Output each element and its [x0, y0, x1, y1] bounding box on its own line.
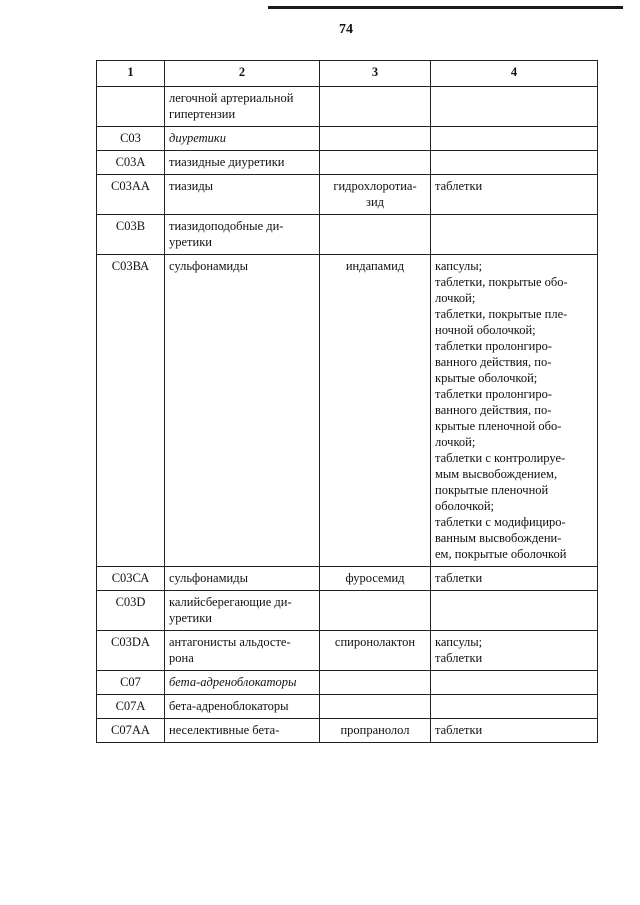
cell-line: мым высвобождением,: [435, 467, 558, 481]
inn-cell: [320, 255, 431, 567]
group-cell: [165, 215, 320, 255]
dosage-forms-cell: [431, 719, 598, 743]
table-row: [97, 87, 598, 127]
group-cell: [165, 719, 320, 743]
inn-cell: [320, 671, 431, 695]
table-row: [97, 127, 598, 151]
cell-line: спиронолактон: [334, 635, 416, 649]
cell-line: таблетки, покрытые обо-: [435, 275, 568, 289]
inn-cell: [320, 175, 431, 215]
cell-line: тиазиды: [169, 179, 214, 193]
dosage-forms-cell: [431, 631, 598, 671]
atc-code-cell: С03АА: [97, 175, 165, 215]
cell-line: лочкой;: [435, 435, 476, 449]
atc-code-cell: С03СА: [97, 567, 165, 591]
group-cell: [165, 631, 320, 671]
cell-line: таблетки: [435, 723, 483, 737]
cell-line: зид: [366, 195, 384, 209]
inn-cell: [320, 631, 431, 671]
table-body: [97, 61, 598, 743]
cell-line: крытые пленочной обо-: [435, 419, 562, 433]
cell-line: таблетки: [435, 571, 483, 585]
top-rule: [268, 6, 623, 9]
group-cell: [165, 255, 320, 567]
inn-cell: [320, 215, 431, 255]
cell-line: таблетки: [435, 179, 483, 193]
dosage-forms-cell: [431, 567, 598, 591]
cell-line: рона: [169, 651, 194, 665]
table-row: [97, 591, 598, 631]
dosage-forms-cell: [431, 695, 598, 719]
cell-line: пропранолол: [340, 723, 410, 737]
cell-line: таблетки: [435, 651, 483, 665]
cell-line: диуретики: [169, 131, 226, 145]
table-row: [97, 151, 598, 175]
table-row: [97, 719, 598, 743]
cell-line: ванного действия, по-: [435, 355, 552, 369]
cell-line: уретики: [169, 235, 212, 249]
cell-line: бета-адреноблокаторы: [169, 699, 289, 713]
drug-table: [96, 60, 598, 743]
cell-line: сульфонамиды: [169, 571, 248, 585]
atc-code-cell: С07А: [97, 695, 165, 719]
cell-line: таблетки, покрытые пле-: [435, 307, 568, 321]
cell-line: сульфонамиды: [169, 259, 248, 273]
cell-line: крытые оболочкой;: [435, 371, 538, 385]
table-row: [97, 695, 598, 719]
dosage-forms-cell: [431, 175, 598, 215]
header-row: [97, 61, 598, 87]
group-cell: [165, 127, 320, 151]
dosage-forms-cell: [431, 591, 598, 631]
group-cell: [165, 175, 320, 215]
atc-code-cell: С07: [97, 671, 165, 695]
inn-cell: [320, 719, 431, 743]
cell-line: ем, покрытые оболочкой: [435, 547, 567, 561]
cell-line: лочкой;: [435, 291, 476, 305]
page-number: 74: [339, 22, 353, 37]
column-header-4: 4: [431, 61, 598, 87]
dosage-forms-cell: [431, 151, 598, 175]
column-header-2: 2: [165, 61, 320, 87]
table-row: [97, 255, 598, 567]
column-header-1: 1: [97, 61, 165, 87]
cell-line: таблетки пролонгиро-: [435, 339, 553, 353]
table-row: [97, 631, 598, 671]
inn-cell: [320, 87, 431, 127]
table-row: [97, 567, 598, 591]
atc-code-cell: [97, 87, 165, 127]
inn-cell: [320, 591, 431, 631]
cell-line: неселективные бета-: [169, 723, 280, 737]
cell-line: легочной артериальной: [169, 91, 294, 105]
group-cell: [165, 671, 320, 695]
group-cell: [165, 151, 320, 175]
atc-code-cell: С07АА: [97, 719, 165, 743]
group-cell: [165, 591, 320, 631]
cell-line: капсулы;: [435, 259, 483, 273]
column-header-3: 3: [320, 61, 431, 87]
table-row: [97, 671, 598, 695]
cell-line: тиазидные диуретики: [169, 155, 285, 169]
cell-line: калийсберегающие ди-: [169, 595, 292, 609]
table-row: [97, 215, 598, 255]
table-row: [97, 175, 598, 215]
cell-line: покрытые пленочной: [435, 483, 549, 497]
cell-line: фуросемид: [345, 571, 405, 585]
cell-line: антагонисты альдосте-: [169, 635, 291, 649]
cell-line: бета-адреноблокаторы: [169, 675, 297, 689]
atc-code-cell: С03DA: [97, 631, 165, 671]
cell-line: ванным высвобождени-: [435, 531, 562, 545]
cell-line: оболочкой;: [435, 499, 494, 513]
cell-line: гидрохлоротиа-: [333, 179, 417, 193]
cell-line: ночной оболочкой;: [435, 323, 536, 337]
dosage-forms-cell: [431, 255, 598, 567]
cell-line: ванного действия, по-: [435, 403, 552, 417]
group-cell: [165, 87, 320, 127]
cell-line: таблетки с модифициро-: [435, 515, 566, 529]
cell-line: гипертензии: [169, 107, 236, 121]
dosage-forms-cell: [431, 87, 598, 127]
dosage-forms-cell: [431, 671, 598, 695]
cell-line: таблетки пролонгиро-: [435, 387, 553, 401]
atc-code-cell: С03А: [97, 151, 165, 175]
cell-line: капсулы;: [435, 635, 483, 649]
inn-cell: [320, 567, 431, 591]
atc-code-cell: С03: [97, 127, 165, 151]
cell-line: уретики: [169, 611, 212, 625]
cell-line: тиазидоподобные ди-: [169, 219, 284, 233]
dosage-forms-cell: [431, 215, 598, 255]
cell-line: индапамид: [345, 259, 405, 273]
inn-cell: [320, 127, 431, 151]
group-cell: [165, 695, 320, 719]
dosage-forms-cell: [431, 127, 598, 151]
inn-cell: [320, 151, 431, 175]
inn-cell: [320, 695, 431, 719]
cell-line: таблетки с контролируе-: [435, 451, 566, 465]
atc-code-cell: С03ВА: [97, 255, 165, 567]
group-cell: [165, 567, 320, 591]
atc-code-cell: С03D: [97, 591, 165, 631]
atc-code-cell: С03В: [97, 215, 165, 255]
